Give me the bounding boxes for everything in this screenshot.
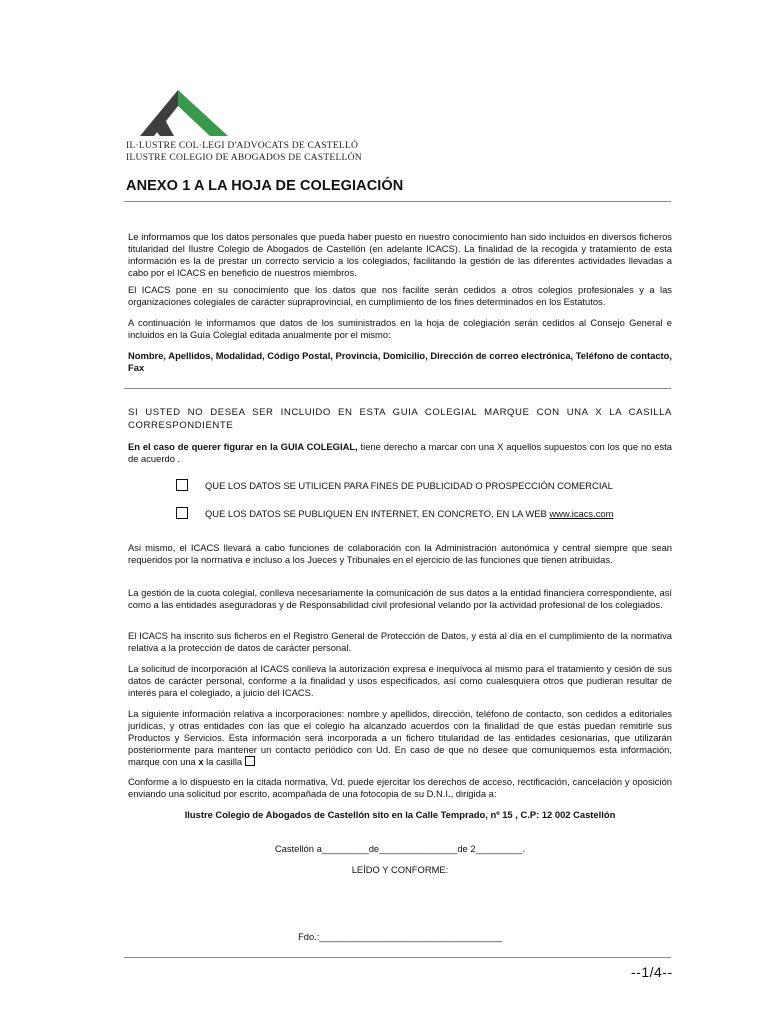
opt-out-note-bold: En el caso de querer figurar en la GUIA COLEGIAL, xyxy=(128,441,358,452)
logo-text-valencian: IL·LUSTRE COL·LEGI D'ADVOCATS DE CASTELLÓ xyxy=(126,140,359,151)
checkbox-editoriales[interactable] xyxy=(245,756,255,766)
logo-text-spanish: ILUSTRE COLEGIO DE ABOGADOS DE CASTELLÓN xyxy=(126,152,362,163)
address-line: Ilustre Colegio de Abogados de Castellón sito en la Calle Temprado, nº 15 , C.P: 12 002 Castellón xyxy=(184,809,616,820)
checkbox-publicidad-label: QUE LOS DATOS SE UTILICEN PARA FINES DE PUBLICIDAD O PROSPECCIÓN COMERCIAL xyxy=(205,479,613,491)
paragraph-opt-out-heading: SI USTED NO DESEA SER INCLUIDO EN ESTA GUIA COLEGIAL MARQUE CON UNA X LA CASILLA CORRESPONDIENTE xyxy=(128,407,672,431)
paragraph-opt-out-note xyxy=(128,441,672,465)
paragraph-incorporacion: La solicitud de incorporación al ICACS conlleva la autorización expresa e inequívoca al mismo para el tratamiento y cesión de sus datos de carácter personal, conforme a la finalidad y usos especificados, así como cualesquiera otros que pudieran resultar de interés para el colegiado, a juicio del ICACS. xyxy=(128,663,672,698)
divider-middle xyxy=(124,388,671,389)
logo-block xyxy=(126,88,362,168)
divider-top xyxy=(124,201,671,202)
checkbox-row-internet xyxy=(176,506,613,520)
checkbox-internet-label: QUE LOS DATOS SE PUBLIQUEN EN INTERNET, EN CONCRETO, EN LA WEB xyxy=(205,507,550,519)
editoriales-text: La siguiente información relativa a incorporaciones: nombre y apellidos, dirección, teléfono de contacto, son cedidos a editoriales jurídicas, y otras entidades con las que el colegio ha alcanzado acuerdos con la finalidad de que estás puedan remitirle sus Productos y Servicios. Esta información será incorporada a un fichero titularidad de las entidades cesionarias, que utilizarán posteriormente para mantener un contacto periódico con Ud. En caso de que no desee que comuniquemos esta información, marque con una xyxy=(128,708,672,767)
divider-bottom xyxy=(124,957,671,958)
paragraph-guia: A continuación le informamos que datos de los suministrados en la hoja de colegiación serán cedidos al Consejo General e incluidos en la Guía Colegial editada anualmente por el mismo: xyxy=(128,317,672,340)
opt-out-note-rest: tiene derecho a marcar con una X aquellos supuestos con los que no esta de acuerdo . xyxy=(128,441,672,464)
paragraph-cuota: La gestión de la cuota colegial, conlleva necesariamente la comunicación de sus datos a la entidad financiera correspondiente, así como a las entidades aseguradoras y de Responsabilidad civil profesional velando por la actividad profesional de los colegiados. xyxy=(128,587,672,610)
signature-agree: LEÍDO Y CONFORME: xyxy=(351,864,449,875)
paragraph-derechos: Conforme a lo dispuesto en la citada normativa, Vd. puede ejercitar los derechos de acceso, rectificación, cancelación y oposición enviando una solicitud por escrito, acompañada de una fotocopia de su D.N.I., dirigida a: xyxy=(128,776,672,799)
icacs-logo xyxy=(134,88,230,138)
checkbox-row-publicidad xyxy=(176,478,613,492)
paragraph-editoriales xyxy=(128,708,672,768)
paragraph-registro: El ICACS ha inscrito sus ficheros en el Registro General de Protección de Datos, y está al día en el cumplimiento de la normativa relativa a la protección de datos de carácter personal. xyxy=(128,630,672,653)
signature-fdo: Fdo.:___________________________________ xyxy=(298,931,502,942)
checkbox-internet[interactable] xyxy=(176,507,188,519)
paragraph-colaboracion: Asi mismo, el ICACS llevará a cabo funciones de colaboración con la Administración autonómica y central siempre que sean requeridos por la norrnativa e incluso a los Jueces y Tribunales en el ejercicio de las funciones que tienen atribuidas. xyxy=(128,542,672,565)
signature-date-line: Castellón a_________de_______________de 2_________. xyxy=(274,843,526,854)
page-number: --1/4-- xyxy=(631,964,673,980)
editoriales-x: x xyxy=(198,755,204,767)
checkbox-publicidad[interactable] xyxy=(176,479,188,491)
document-title: ANEXO 1 A LA HOJA DE COLEGIACIÓN xyxy=(126,178,404,194)
paragraph-intro: Le informamos que los datos personales que pueda haber puesto en nuestro conocimiento han sido incluidos en diversos ficheros titularidad del Ilustre Colegio de Abogados de Castellón (en adelante ICACS). La finalidad de la recogida y tratamiento de esta información es la de prestar un correcto servicio a los colegiados, facilitando la gestión de las diferentes actividades llevadas a cabo por el ICACS en beneficio de nuestros miembros. xyxy=(128,231,672,278)
web-link[interactable]: www.icacs.com xyxy=(549,507,614,519)
paragraph-cesion: El ICACS pone en su conocimiento que los datos que nos facilite serán cedidos a otros colegios profesionales y a las organizaciones colegiales de carácter supraprovincial, en cumplimiento de los fines determinados en los Estatutos. xyxy=(128,284,672,307)
editoriales-end: la casilla xyxy=(203,755,243,767)
paragraph-data-list: Nombre, Apellidos, Modalidad, Código Postal, Provincia, Domicilio, Dirección de correo electrónica, Teléfono de contacto, Fax xyxy=(128,350,672,373)
